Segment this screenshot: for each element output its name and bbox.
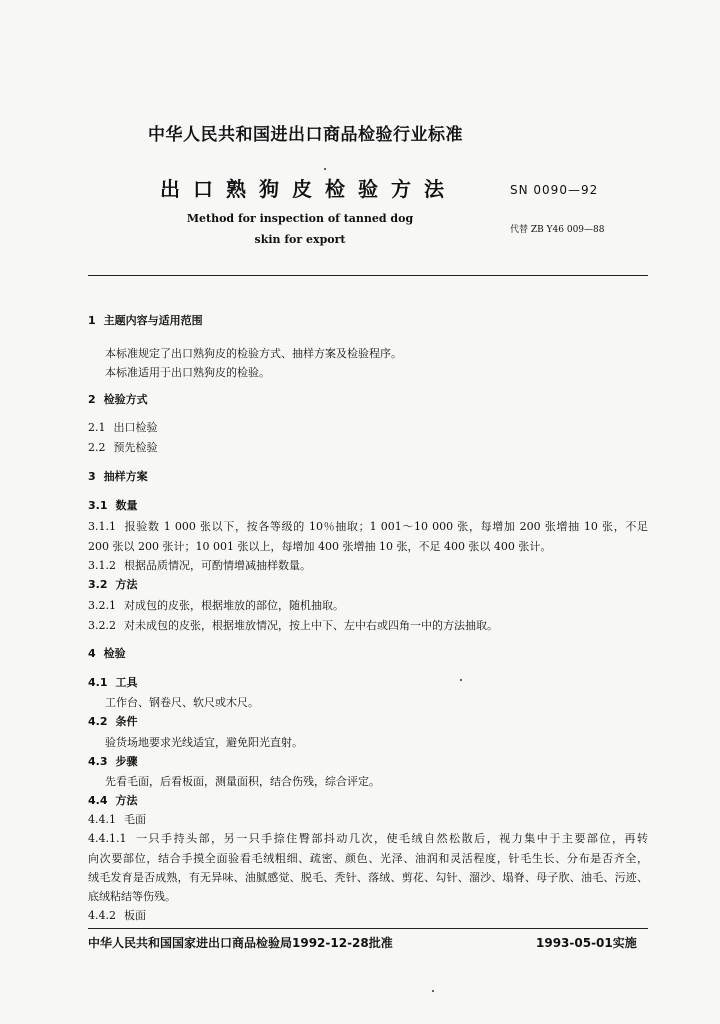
effective-date: 1993-05-01实施	[536, 936, 637, 950]
section-heading: 1 主题内容与适用范围	[88, 314, 203, 327]
clause-line: 3.1.1 报验数 1 000 张以下，按各等级的 10％抽取；1 001～10 000 张，每增加 200 张增抽 10 张，不足	[88, 520, 648, 533]
clause-heading: 4.1 工具	[88, 676, 138, 689]
document-title-chinese: 出口熟狗皮检验方法	[160, 177, 457, 201]
replaces-standard: 代替 ZB Y46 009—88	[510, 225, 605, 235]
clause-line: 3.2.2 对未成包的皮张，根据堆放情况，按上中下、左中右或四角一中的方法抽取。	[88, 619, 498, 632]
paragraph-line: 200 张以 200 张计；10 001 张以上，每增加 400 张增抽 10 张，不足 400 张以 400 张计。	[88, 540, 552, 553]
clause-heading: 4.3 步骤	[88, 755, 138, 768]
paragraph-line: 本标准规定了出口熟狗皮的检验方式、抽样方案及检验程序。	[105, 347, 402, 360]
section-heading: 4 检验	[88, 647, 126, 660]
header-rule	[88, 275, 648, 276]
section-heading: 3 抽样方案	[88, 470, 148, 483]
paragraph-line: 验货场地要求光线适宜，避免阳光直射。	[105, 736, 303, 749]
scan-speck	[432, 990, 434, 992]
document-title-english-line-2: skin for export	[254, 233, 346, 246]
paragraph-line: 底绒粘结等伤残。	[88, 890, 176, 903]
clause-line: 2.2 预先检验	[88, 441, 158, 454]
scan-speck	[324, 168, 326, 170]
paragraph-line: 绒毛发育是否成熟，有无异味、油腻感觉、脱毛、秃针、落绒、剪花、勾针、溜沙、塌脊、母子肷、油毛、污迹、	[88, 871, 648, 884]
clause-line: 4.4.1.1 一只手持头部，另一只手捺住臀部抖动几次，使毛绒自然松散后，视力集中于主要部位，再转	[88, 832, 648, 845]
scan-speck	[460, 679, 462, 681]
clause-line: 4.4.2 板面	[88, 909, 146, 922]
clause-heading: 4.4 方法	[88, 794, 138, 807]
clause-heading: 3.1 数量	[88, 499, 138, 512]
issuing-standard-category: 中华人民共和国进出口商品检验行业标准	[148, 125, 463, 145]
clause-heading: 3.2 方法	[88, 578, 138, 591]
footer-rule	[88, 928, 648, 929]
standard-number: SN 0090—92	[510, 183, 599, 197]
paragraph-line: 先看毛面，后看板面，测量面积，结合伤残，综合评定。	[105, 775, 380, 788]
paragraph-line: 工作台、钢卷尺、软尺或木尺。	[105, 696, 259, 709]
paragraph-line: 向次要部位，结合手摸全面验看毛绒粗细、疏密、颜色、光泽、油润和灵活程度，针毛生长、分布是否齐全，	[88, 852, 648, 865]
clause-line: 3.2.1 对成包的皮张，根据堆放的部位，随机抽取。	[88, 599, 344, 612]
clause-line: 2.1 出口检验	[88, 421, 158, 434]
paragraph-line: 本标准适用于出口熟狗皮的检验。	[105, 366, 270, 379]
clause-line: 3.1.2 根据品质情况，可酌情增减抽样数量。	[88, 559, 311, 572]
document-title-english-line-1: Method for inspection of tanned dog	[186, 212, 414, 225]
section-heading: 2 检验方式	[88, 393, 148, 406]
clause-heading: 4.2 条件	[88, 715, 138, 728]
approval-statement: 中华人民共和国国家进出口商品检验局1992-12-28批准	[88, 936, 393, 950]
clause-line: 4.4.1 毛面	[88, 813, 146, 826]
